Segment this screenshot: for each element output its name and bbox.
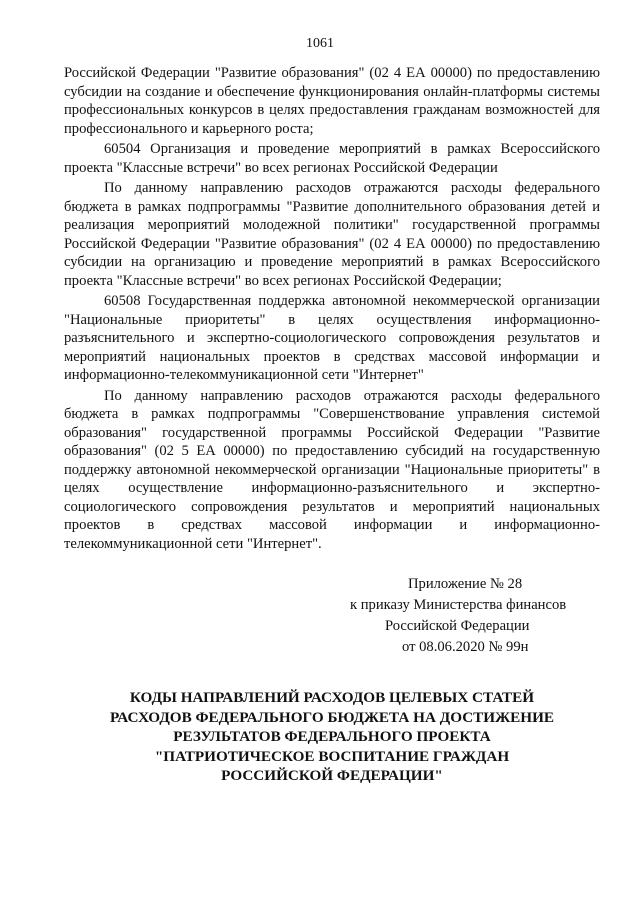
paragraph-code-60508: 60508 Государственная поддержка автономной некоммерческой организации "Национальные приоритеты" в целях осуществления информационно-разъяснительного и экспертно-социологического сопровождения результатов и мероприятий национальных проектов в средствах массовой информации и информационно-телекоммуникационной сети "Интернет" — [64, 293, 600, 383]
title-line: РОССИЙСКОЙ ФЕДЕРАЦИИ" — [221, 767, 443, 784]
title-line: РАСХОДОВ ФЕДЕРАЛЬНОГО БЮДЖЕТА НА ДОСТИЖЕНИЕ — [109, 708, 555, 726]
page-number: 1061 — [306, 36, 334, 51]
title-line: РЕЗУЛЬТАТОВ ФЕДЕРАЛЬНОГО ПРОЕКТА — [173, 728, 491, 745]
paragraph-60508-description: По данному направлению расходов отражаются расходы федерального бюджета в рамках подпрограммы "Совершенствование управления системой образования" государственной программы Российской Федерации "Развитие образования" (02 5 ЕА 00000) по предоставлению субсидий на государственную поддержку автономной некоммерческой организации "Национальные приоритеты" в целях осуществление информационно-разъяснительного и экспертно-социологического сопровождения результатов и мероприятий национальных проектов в средствах массовой информации и информационно-телекоммуникационной сети "Интернет". — [64, 387, 600, 552]
document-body — [64, 64, 600, 555]
appendix-reference — [330, 574, 590, 658]
paragraph-60504-description: По данному направлению расходов отражаются расходы федерального бюджета в рамках подпрограммы "Развитие дополнительного образования детей и реализация мероприятий молодежной политики" государственной программы Российской Федерации "Развитие образования" (02 4 ЕА 00000) по предоставлению субсидии на организацию и проведение мероприятий в рамках Всероссийского проекта "Классные встречи" во всех регионах Российской Федерации; — [64, 180, 600, 289]
appendix-number: Приложение № 28 — [408, 576, 523, 592]
appendix-date: от 08.06.2020 № 99н — [402, 639, 529, 655]
title-line: "ПАТРИОТИЧЕСКОЕ ВОСПИТАНИЕ ГРАЖДАН — [154, 747, 510, 765]
section-title — [64, 688, 600, 786]
title-line: КОДЫ НАПРАВЛЕНИЙ РАСХОДОВ ЦЕЛЕВЫХ СТАТЕЙ — [129, 689, 535, 706]
appendix-order: к приказу Министерства финансов — [350, 597, 567, 613]
appendix-federation: Российской Федерации — [385, 618, 530, 634]
paragraph-code-60504: 60504 Организация и проведение мероприятий в рамках Всероссийского проекта "Классные встречи" во всех регионах Российской Федерации — [64, 141, 600, 176]
paragraph-continuation: Российской Федерации "Развитие образования" (02 4 ЕА 00000) по предоставлению субсидии на создание и обеспечение функционирования онлайн-платформы системы профессиональных конкурсов в целях предоставления гражданам возможностей для профессионального и карьерного роста; — [64, 65, 600, 137]
